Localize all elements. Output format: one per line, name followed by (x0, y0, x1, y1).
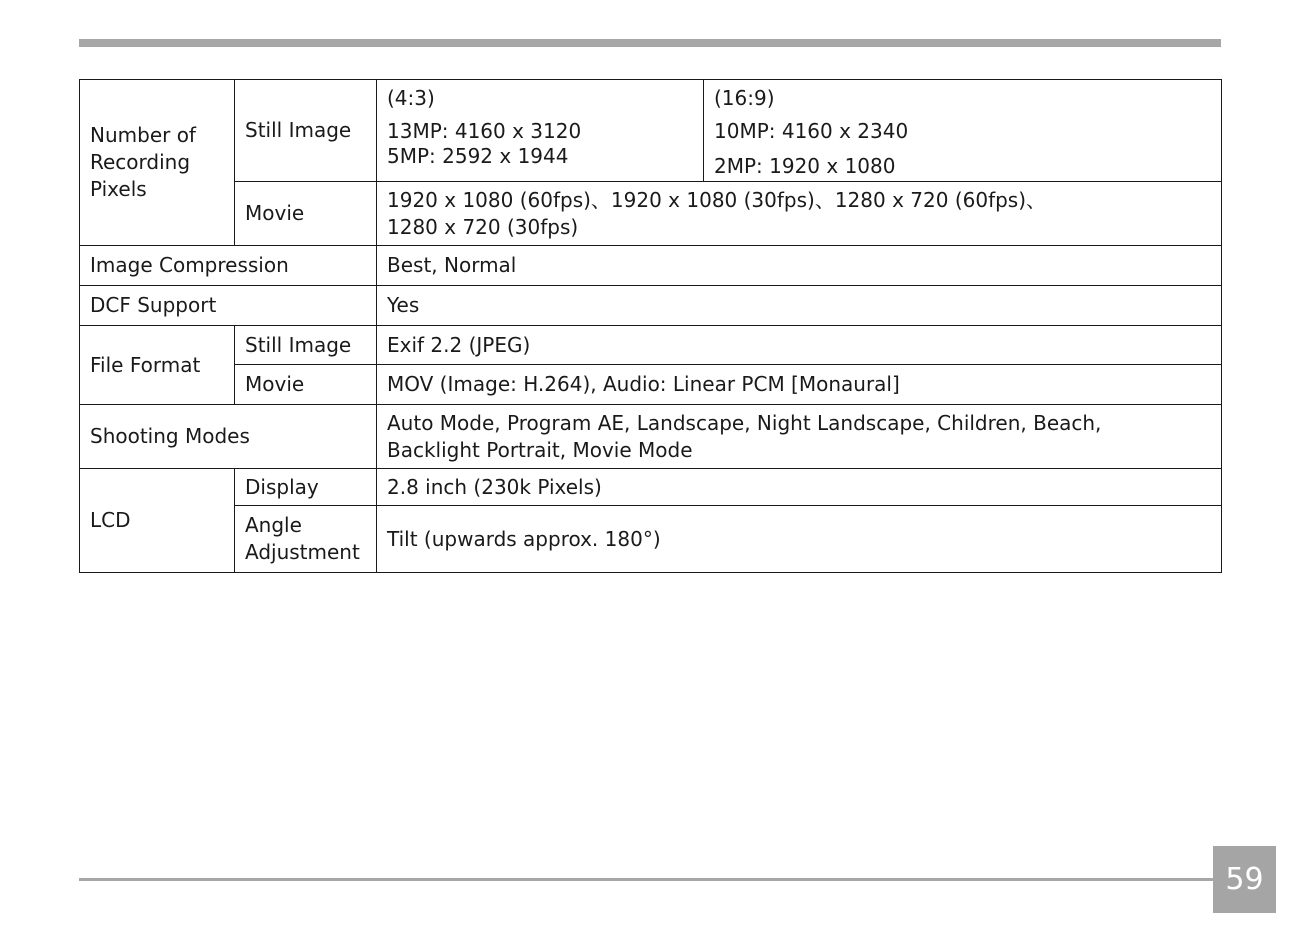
file-format-still-label: Still Image (235, 326, 377, 365)
table-row (80, 365, 1222, 405)
bottom-divider (79, 878, 1215, 881)
image-compression-value: Best, Normal (377, 246, 1222, 286)
ratio-4-3-heading: (4:3) (387, 86, 435, 110)
shooting-modes-line1: Auto Mode, Program AE, Landscape, Night Landscape, Children, Beach, (387, 410, 1102, 435)
table-row (80, 80, 1222, 182)
file-format-label: File Format (80, 326, 235, 405)
table-row (80, 286, 1222, 326)
lcd-angle-label (235, 506, 377, 573)
still-image-label: Still Image (235, 80, 377, 182)
lcd-angle-value: Tilt (upwards approx. 180°) (377, 506, 1222, 573)
movie-label: Movie (235, 182, 377, 246)
movie-resolutions-line1: 1920 x 1080 (60fps)、1920 x 1080 (30fps)、1280 x 720 (60fps)、 (387, 187, 1047, 212)
table-row (80, 506, 1222, 573)
resolution-10mp: 10MP: 4160 x 2340 (714, 119, 909, 143)
lcd-label: LCD (80, 469, 235, 573)
table-row (80, 405, 1222, 469)
lcd-angle-label-line2: Adjustment (245, 540, 360, 564)
lcd-display-value: 2.8 inch (230k Pixels) (377, 469, 1222, 506)
table-row (80, 326, 1222, 365)
page-number: 59 (1213, 846, 1276, 913)
dcf-support-value: Yes (377, 286, 1222, 326)
top-divider (79, 39, 1221, 47)
resolution-5mp: 5MP: 2592 x 1944 (387, 144, 569, 168)
file-format-movie-label: Movie (235, 365, 377, 405)
lcd-display-label: Display (235, 469, 377, 506)
ratio-16-9-cell (704, 80, 1222, 182)
spec-table (79, 79, 1222, 573)
table-row (80, 246, 1222, 286)
table-row (80, 182, 1222, 246)
ratio-16-9-heading: (16:9) (714, 86, 775, 110)
shooting-modes-label: Shooting Modes (80, 405, 377, 469)
recording-pixels-label: Number of Recording Pixels (80, 80, 235, 246)
file-format-movie-value: MOV (Image: H.264), Audio: Linear PCM [Monaural] (377, 365, 1222, 405)
table-row (80, 469, 1222, 506)
movie-resolutions (377, 182, 1222, 246)
shooting-modes-value (377, 405, 1222, 469)
resolution-2mp: 2MP: 1920 x 1080 (714, 154, 896, 178)
shooting-modes-line2: Backlight Portrait, Movie Mode (387, 437, 693, 462)
image-compression-label: Image Compression (80, 246, 377, 286)
movie-resolutions-line2: 1280 x 720 (30fps) (387, 214, 579, 239)
file-format-still-value: Exif 2.2 (JPEG) (377, 326, 1222, 365)
lcd-angle-label-line1: Angle (245, 513, 302, 537)
dcf-support-label: DCF Support (80, 286, 377, 326)
resolution-13mp: 13MP: 4160 x 3120 (387, 119, 582, 143)
ratio-4-3-cell (377, 80, 704, 182)
